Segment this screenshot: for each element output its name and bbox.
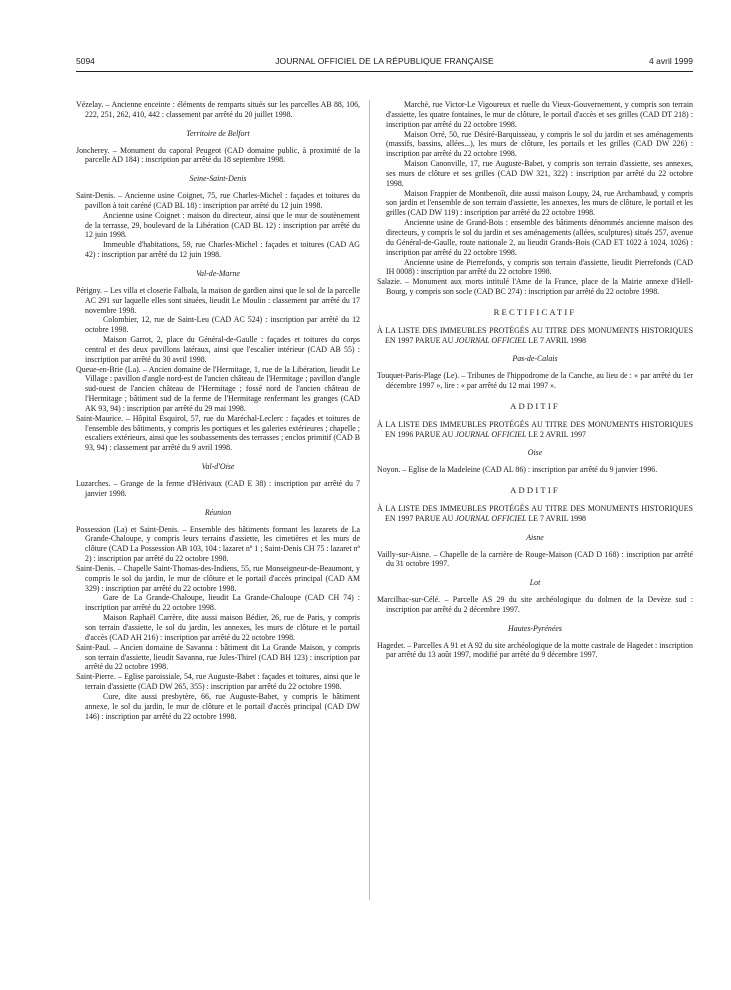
commune-name: Saint-Pierre. [76, 672, 116, 682]
region-heading: Val-d'Oise [201, 462, 235, 472]
entry-text: – Monument du caporal Peugeot (CAD domaine public, à proximité de la parcelle AD 184) : inscription par arrêté du 18 septembre 1998. [85, 145, 360, 165]
commune-name: Queue-en-Brie (La). [76, 364, 141, 374]
monument-subentry: Colombier, 12, rue de Saint-Leu (CAD AC 524) : inscription par arrêté du 12 octobre 1998. [85, 315, 360, 335]
monument-entry [76, 479, 360, 499]
commune-name: Périgny. [76, 285, 103, 295]
commune-name: Saint-Maurice. [76, 413, 124, 423]
entry-text: – Eglise paroissiale, 54, rue Auguste-Babet : façades et toitures, ainsi que le terrain d'assiette (CAD DW 265, 355) : inscription par arrêté du 22 octobre 1998. [85, 672, 360, 692]
reference-text: À LA LISTE DES IMMEUBLES PROTÉGÉS AU TITRE DES MONUMENTS HISTORIQUES EN 1997 PARUE AU [377, 504, 693, 523]
entry-text: – Eglise de la Madeleine (CAD AL 86) : inscription par arrêté du 9 janvier 1996. [400, 465, 658, 475]
reference-date: LE 7 AVRIL 1998 [526, 513, 587, 523]
issue-date: 4 avril 1999 [649, 56, 693, 66]
commune-name: Noyon. [377, 465, 401, 475]
monument-subentry: Maison Garrot, 2, place du Général-de-Gaulle : façades et toitures du corps central et des deux pavillons latéraux, ainsi que l'escalier intérieur (CAD AB 55) : inscription par arrêté du 30 avril 1998. [85, 335, 360, 364]
monument-subentry: Maison Orré, 50, rue Désiré-Barquisseau, y compris le sol du jardin et ses aménagements (massifs, bassins, allées...), les murs de clôture, les portails et les grilles (CAD DW 226) : inscription par arrêté du 22 octobre 1998. [386, 129, 693, 159]
reference-journal: JOURNAL OFFICIEL [455, 429, 527, 439]
monument-subentry: Ancienne usine de Pierrefonds, y compris son terrain d'assiette, lieudit Pierrefonds (CAD IH 0008) : inscription par arrêté du 22 octobre 1998. [386, 257, 693, 277]
monument-subentry: Maison Frappier de Montbenoît, dite aussi maison Loupy, 24, rue Archambaud, y compris son jardin et l'ensemble de son terrain d'assiette, les annexes, les murs de clôture, le portail et les grilles (CAD DW 119) : inscription par arrêté du 22 octobre 1998. [386, 188, 693, 218]
region-heading: Pas-de-Calais [512, 354, 558, 364]
entry-text: – Parcelles A 91 et A 92 du site archéologique de la motte castrale de Hagedet : inscription par arrêté du 13 août 1997, modifié par arrêté du 9 décembre 1997. [386, 640, 693, 660]
reference-line [377, 420, 693, 440]
entry-text: – Chapelle de la carrière de Rouge-Maison (CAD D 168) : inscription par arrêté du 31 octobre 1997. [386, 549, 693, 569]
monument-entry [76, 286, 360, 316]
region-heading: Réunion [204, 507, 232, 517]
monument-entry [76, 525, 360, 564]
reference-line [377, 326, 693, 346]
reference-journal: JOURNAL OFFICIEL [455, 513, 527, 523]
entry-text: – Ensemble des bâtiments formant les lazarets de La Grande-Chaloupe, y compris leurs terrains d'assiette, les cimetières et les murs de clôture (CAD La Possession AB 103, 104 : lazaret nº 1 ; Saint-Denis CH 75 : lazaret nº 2) : inscription par arrêté du 22 octobre 1998. [85, 524, 360, 564]
monument-subentry: Immeuble d'habitations, 59, rue Charles-Michel : façades et toitures (CAD AG 42) : inscription par arrêté du 12 juin 1998. [85, 240, 360, 260]
commune-name: Joncherey. [76, 145, 110, 155]
entry-text: – Ancien domaine de Savanna : bâtiment dit La Grande Maison, y compris son terrain d'assiette, lieudit Savanna, rue Jules-Thirel (CAD BH 123) : inscription par arrêté du 22 octobre 1998. [85, 642, 360, 672]
monument-entry [76, 564, 360, 594]
monument-entry [377, 550, 693, 570]
entry-text: – Ancien domaine de l'Hermitage, 1, rue de la Libération, lieudit Le Village : pavillon d'angle nord-est de l'ancien château de l'Hermitage ; pavillon d'angle sud-ouest de l'ancien château de l'Hermitage ; fossé nord de l'ancien château de l'Hermitage ; bâtiment sud de la ferme de l'Hermitage renfermant les granges (CAD AK 93, 94) : inscription par arrêté du 29 mai 1998. [85, 364, 360, 413]
monument-subentry: Ancienne usine Coignet : maison du directeur, ainsi que le mur de soutènement de la terrasse, 29, boulevard de la Libération (CAD BL 12) : inscription par arrêté du 12 juin 1998. [85, 210, 360, 240]
commune-name: Saint-Paul. [76, 642, 111, 652]
monument-entry [377, 277, 693, 297]
monument-subentry: Ancienne usine de Grand-Bois : ensemble des bâtiments dénommés ancienne maison des directeurs, y compris le sol du jardin et ses aménagements (allées, sculptures) situés 257, avenue du Général-de-Gaulle, route nationale 2, au lieudit Grands-Bois (CAD ET 1022 à 1024, 1026) : inscription par arrêté du 22 octobre 1998. [386, 218, 693, 257]
right-column [377, 100, 693, 660]
region-heading: Seine-Saint-Denis [189, 174, 247, 184]
page-number: 5094 [76, 56, 95, 66]
reference-date: LE 7 AVRIL 1998 [526, 335, 587, 345]
reference-line [377, 504, 693, 524]
page-header [76, 56, 693, 70]
monument-entry [76, 365, 360, 414]
region-heading: Val-de-Marne [196, 268, 240, 278]
entry-text: – Les villa et closerie Falbala, la maison de gardien ainsi que le sol de la parcelle AC 291 sur laquelle elles sont situées, lieudit Le Moulin : classement par arrêté du 17 novembre 1998. [85, 285, 360, 315]
region-heading: Territoire de Belfort [186, 128, 250, 138]
commune-name: Saint-Denis. [76, 191, 116, 201]
left-column [76, 100, 360, 721]
monument-entry [76, 414, 360, 453]
monument-entry [76, 643, 360, 673]
monument-subentry: Cure, dite aussi presbytère, 66, rue Auguste-Babet, y compris le bâtiment annexe, le sol du jardin, le mur de clôture et le portail d'accès principal (CAD DW 146) : inscription par arrêté du 22 octobre 1998. [85, 691, 360, 721]
entry-text: – Tribunes de l'hippodrome de la Canche, au lieu de : « par arrêté du 1er décembre 1997 », lire : « par arrêté du 12 mai 1997 ». [386, 371, 693, 391]
commune-name: Vailly-sur-Aisne. [377, 549, 431, 559]
monument-entry [76, 191, 360, 211]
commune-name: Possession (La) et Saint-Denis. [76, 524, 180, 534]
entry-text: – Ancienne enceinte : éléments de remparts situés sur les parcelles AB 88, 106, 222, 251, 262, 410, 442 : classement par arrêté du 20 juillet 1998. [85, 100, 360, 119]
entry-text: – Hôpital Esquirol, 57, rue du Maréchal-Leclerc : façades et toitures de l'ensemble des bâtiments, y compris les portiques et les galeries extérieures ; chapelle ; escaliers extérieurs, ainsi que les soubassements des terrasses ; enclos primitif (CAD B 93, 94) : classement par arrêté du 9 avril 1998. [85, 413, 360, 453]
monument-subentry: Maison Raphaël Carrère, dite aussi maison Bédier, 26, rue de Paris, y compris son terrain d'assiette, le sol du jardin, les annexes, les murs de clôture et le portail d'accès (CAD AH 216) : inscription par arrêté du 22 octobre 1998. [85, 613, 360, 642]
commune-name: Salazie. [377, 277, 402, 287]
section-heading: RECTIFICATIF [493, 306, 577, 317]
commune-name: Vézelay. [76, 100, 104, 109]
entry-text: – Parcelle AS 29 du site archéologique du dolmen de la Devèze sud : inscription par arrêté du 2 décembre 1997. [386, 595, 693, 614]
monument-subentry: Gare de La Grande-Chaloupe, lieudit La Grande-Chaloupe (CAD CH 74) : inscription par arrêté du 22 octobre 1998. [85, 593, 360, 613]
region-heading: Lot [529, 578, 541, 588]
section-heading: ADDITIF [510, 400, 560, 411]
entry-text: – Monument aux morts intitulé l'Ame de la France, place de la Mairie annexe d'Hell-Bourg, y compris son socle (CAD BC 274) : inscription par arrêté du 22 octobre 1998. [386, 277, 693, 297]
commune-name: Marcilhac-sur-Célé. [377, 595, 441, 605]
region-heading: Aisne [526, 532, 544, 542]
monument-entry [76, 146, 360, 166]
journal-title: JOURNAL OFFICIEL DE LA RÉPUBLIQUE FRANÇAISE [275, 56, 494, 66]
reference-text: À LA LISTE DES IMMEUBLES PROTÉGÉS AU TITRE DES MONUMENTS HISTORIQUES EN 1997 PARUE AU [377, 325, 693, 345]
entry-text: – Grange de la ferme d'Hérivaux (CAD E 38) : inscription par arrêté du 7 janvier 1998. [85, 479, 360, 498]
reference-journal: JOURNAL OFFICIEL [455, 335, 527, 345]
entry-text: – Chapelle Saint-Thomas-des-Indiens, 55, rue Monseigneur-de-Beaumont, y compris le sol du jardin, le mur de clôture et le portail d'accès principal (CAD AM 329) : inscription par arrêté du 22 octobre 1998. [85, 563, 360, 593]
monument-entry [76, 672, 360, 692]
monument-entry [377, 371, 693, 391]
monument-entry [377, 465, 693, 475]
section-heading: ADDITIF [510, 485, 560, 496]
monument-entry [76, 100, 360, 120]
commune-name: Luzarches. [76, 479, 111, 488]
commune-name: Touquet-Paris-Plage (Le). [377, 371, 460, 381]
entry-text: – Ancienne usine Coignet, 75, rue Charles-Michel : façades et toitures du pavillon à toit caréné (CAD BL 18) : inscription par arrêté du 12 juin 1998. [85, 191, 360, 210]
monument-subentry: Maison Canonville, 17, rue Auguste-Babet, y compris son terrain d'assiette, ses annexes, ses murs de clôture et ses grilles (CAD DW 321, 322) : inscription par arrêté du 22 octobre 1998. [386, 159, 693, 188]
region-heading: Oise [527, 448, 543, 458]
reference-date: LE 2 AVRIL 1997 [526, 429, 587, 439]
header-rule [76, 71, 693, 72]
commune-name: Saint-Denis. [76, 563, 116, 573]
region-heading: Hautes-Pyrénées [508, 623, 562, 633]
commune-name: Hagedet. [377, 640, 406, 650]
column-separator [369, 100, 370, 900]
reference-text: À LA LISTE DES IMMEUBLES PROTÉGÉS AU TITRE DES MONUMENTS HISTORIQUES EN 1996 PARUE AU [377, 419, 693, 439]
monument-entry [377, 641, 693, 661]
monument-entry [377, 595, 693, 615]
monument-subentry: Marché, rue Victor-Le Vigoureux et ruelle du Vieux-Gouvernement, y compris son terrain d'assiette, les quatre fontaines, le mur de clôture, le portail d'accès et ses grilles (CAD DT 218) : inscription par arrêté du 22 octobre 1998. [386, 100, 693, 129]
